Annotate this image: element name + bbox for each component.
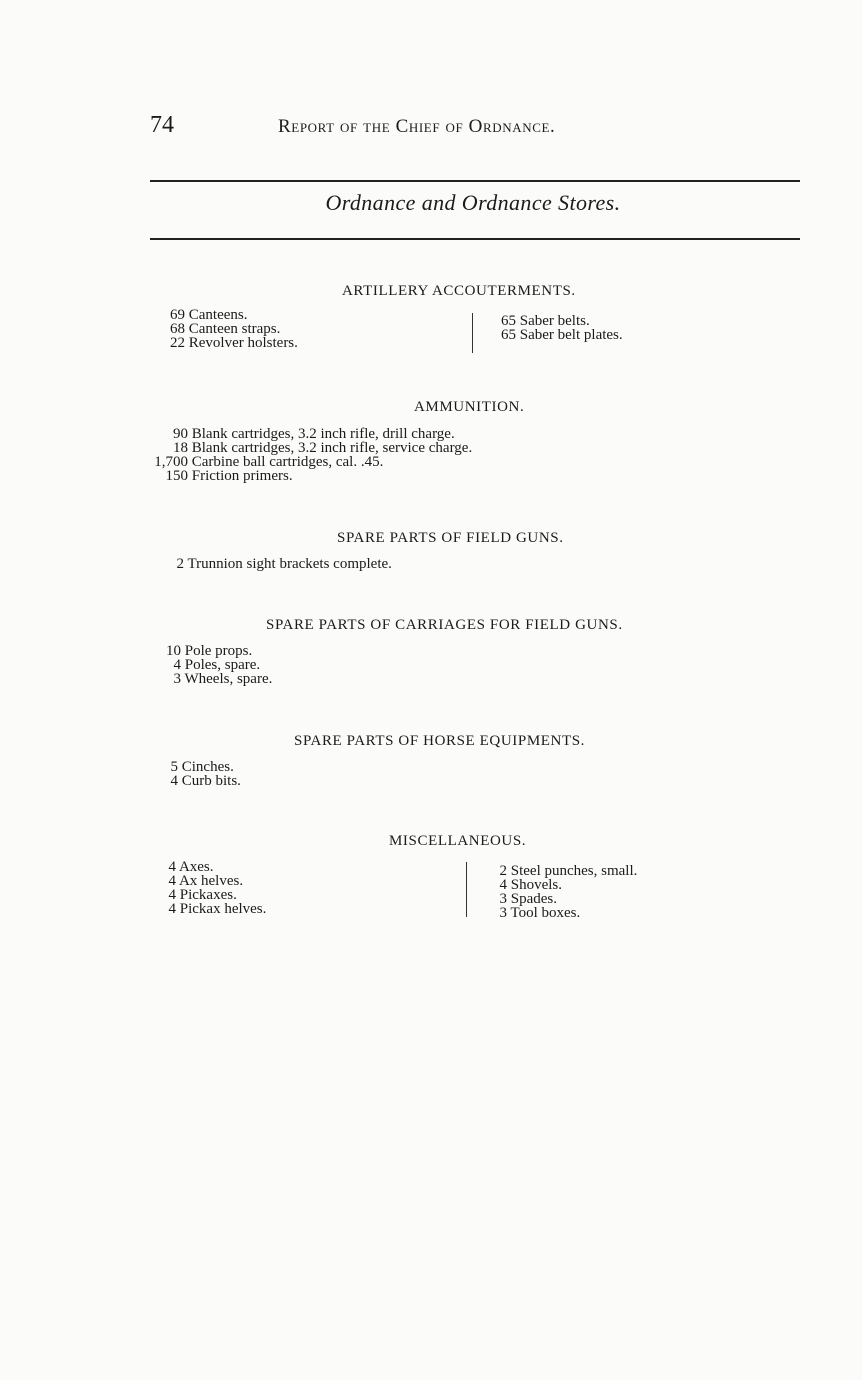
list-item: 4 Pickax helves. [168, 901, 267, 917]
list-item: 4 Axes. [168, 859, 214, 875]
list-item: 10 Pole props. [166, 643, 253, 659]
list-item: 3 Tool boxes. [499, 905, 581, 921]
list-item: 2 Steel punches, small. [499, 863, 638, 879]
list-spare-parts-field-guns [170, 557, 392, 571]
list-item: 3 Spades. [499, 891, 557, 907]
running-head: Report of the Chief of Ordnance. [278, 116, 556, 137]
list-spare-parts-carriages [163, 644, 272, 686]
list-miscellaneous-right [495, 864, 637, 920]
section-heading-spare-parts-carriages: SPARE PARTS OF CARRIAGES FOR FIELD GUNS. [266, 617, 623, 633]
list-artillery-right [498, 314, 623, 342]
section-heading-spare-parts-field-guns: SPARE PARTS OF FIELD GUNS. [337, 530, 564, 546]
page-subtitle: Ordnance and Ordnance Stores. [325, 190, 621, 215]
section-heading-ammunition: AMMUNITION. [414, 399, 525, 415]
list-item: 4 Pickaxes. [168, 887, 237, 903]
list-artillery-left [165, 308, 298, 350]
column-divider [472, 313, 473, 353]
section-heading-artillery-accouterments: ARTILLERY ACCOUTERMENTS. [342, 283, 576, 299]
list-item: 3 Wheels, spare. [173, 671, 273, 687]
list-item: 5 Cinches. [170, 759, 234, 775]
list-item: 18 Blank cartridges, 3.2 inch rifle, service charge. [173, 440, 473, 456]
list-ammunition [146, 427, 472, 483]
list-item: 65 Saber belt plates. [501, 327, 623, 343]
list-item: 4 Ax helves. [168, 873, 244, 889]
list-item: 4 Shovels. [499, 877, 563, 893]
list-item: 4 Curb bits. [170, 773, 241, 789]
section-heading-miscellaneous: MISCELLANEOUS. [389, 833, 527, 849]
list-item: 150 Friction primers. [165, 468, 293, 484]
top-rule [150, 180, 800, 182]
subtitle-rule [150, 238, 800, 240]
list-item: 69 Canteens. [170, 307, 248, 323]
list-item: 4 Poles, spare. [173, 657, 261, 673]
list-item: 65 Saber belts. [501, 313, 590, 329]
list-item: 2 Trunnion sight brackets complete. [176, 556, 392, 572]
list-item: 22 Revolver holsters. [170, 335, 298, 351]
column-divider [466, 862, 467, 917]
list-item: 1,700 Carbine ball cartridges, cal. .45. [154, 454, 384, 470]
list-item: 90 Blank cartridges, 3.2 inch rifle, drill charge. [173, 426, 455, 442]
list-miscellaneous-left [164, 860, 266, 916]
page-number: 74 [150, 112, 174, 138]
section-heading-spare-parts-horse-equipments: SPARE PARTS OF HORSE EQUIPMENTS. [294, 733, 586, 749]
list-item: 68 Canteen straps. [170, 321, 281, 337]
list-spare-parts-horse-equipments [166, 760, 241, 788]
